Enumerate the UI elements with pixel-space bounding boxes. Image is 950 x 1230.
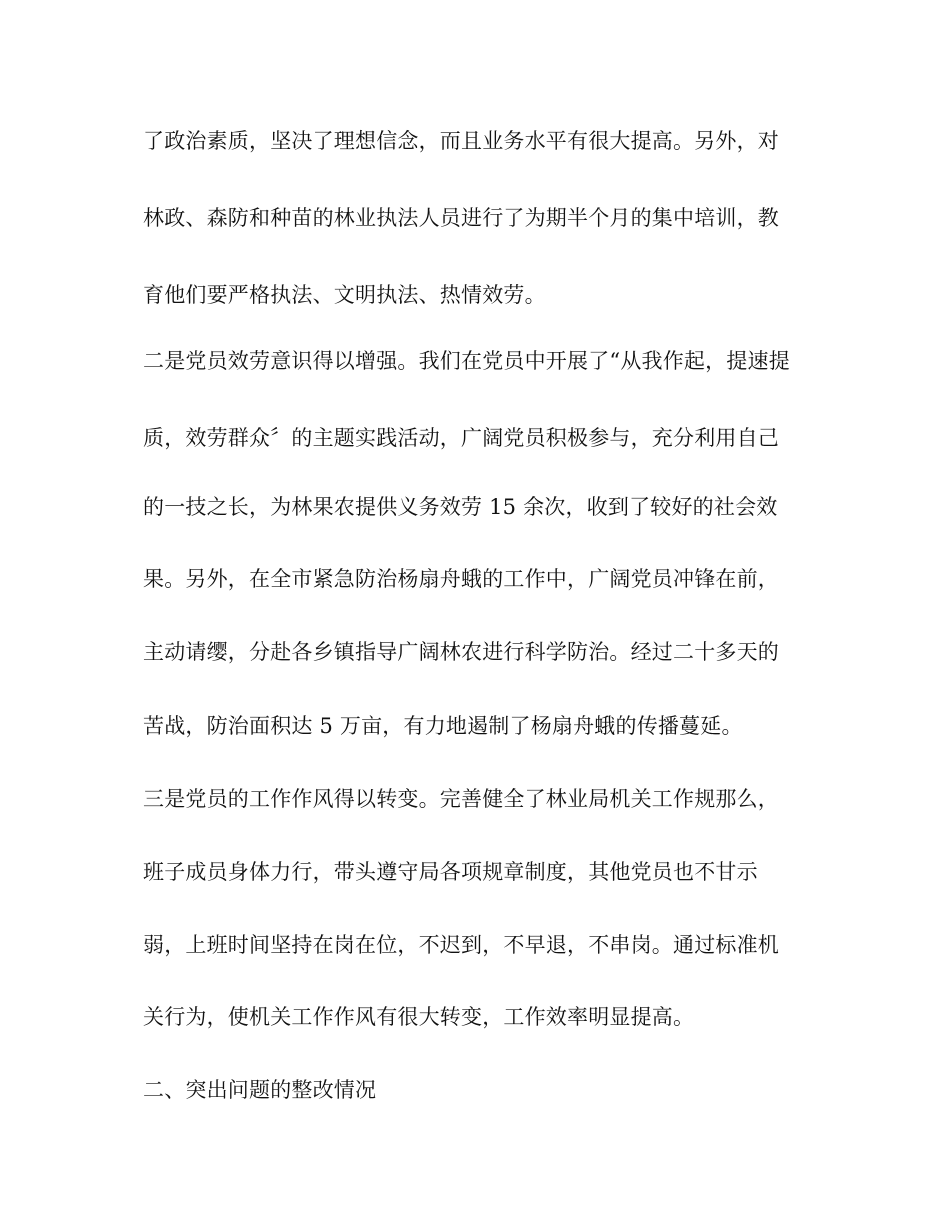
text-line: 质，效劳群众〞的主题实践活动，广阔党员积极参与，充分利用自己: [143, 426, 779, 450]
text-line: 果。另外，在全市紧急防治杨扇舟蛾的工作中，广阔党员冲锋在前，: [143, 567, 779, 591]
paragraph-start-line: 二是党员效劳意识得以增强。我们在党员中开展了“从我作起，提速提: [143, 349, 790, 373]
text-line: 苦战，防治面积达 5 万亩，有力地遏制了杨扇舟蛾的传播蔓延。: [143, 714, 743, 738]
text-line: 了政治素质，坚决了理想信念，而且业务水平有很大提高。另外，对: [143, 129, 779, 153]
text-line: 班子成员身体力行，带头遵守局各项规章制度，其他党员也不甘示: [143, 860, 758, 884]
text-line: 林政、森防和种苗的林业执法人员进行了为期半个月的集中培训，教: [143, 206, 779, 230]
paragraph-start-line: 三是党员的工作作风得以转变。完善健全了林业局机关工作规那么，: [143, 787, 779, 811]
text-line: 弱，上班时间坚持在岗在位，不迟到，不早退，不串岗。通过标准机: [143, 933, 779, 957]
text-line: 关行为，使机关工作作风有很大转变，工作效率明显提高。: [143, 1005, 695, 1029]
text-line: 的一技之长，为林果农提供义务效劳 15 余次，收到了较好的社会效: [143, 495, 778, 519]
section-heading: 二、突出问题的整改情况: [143, 1078, 377, 1102]
text-line: 主动请缨，分赴各乡镇指导广阔林农进行科学防治。经过二十多天的: [143, 640, 779, 664]
text-line: 育他们要严格执法、文明执法、热情效劳。: [143, 283, 546, 307]
